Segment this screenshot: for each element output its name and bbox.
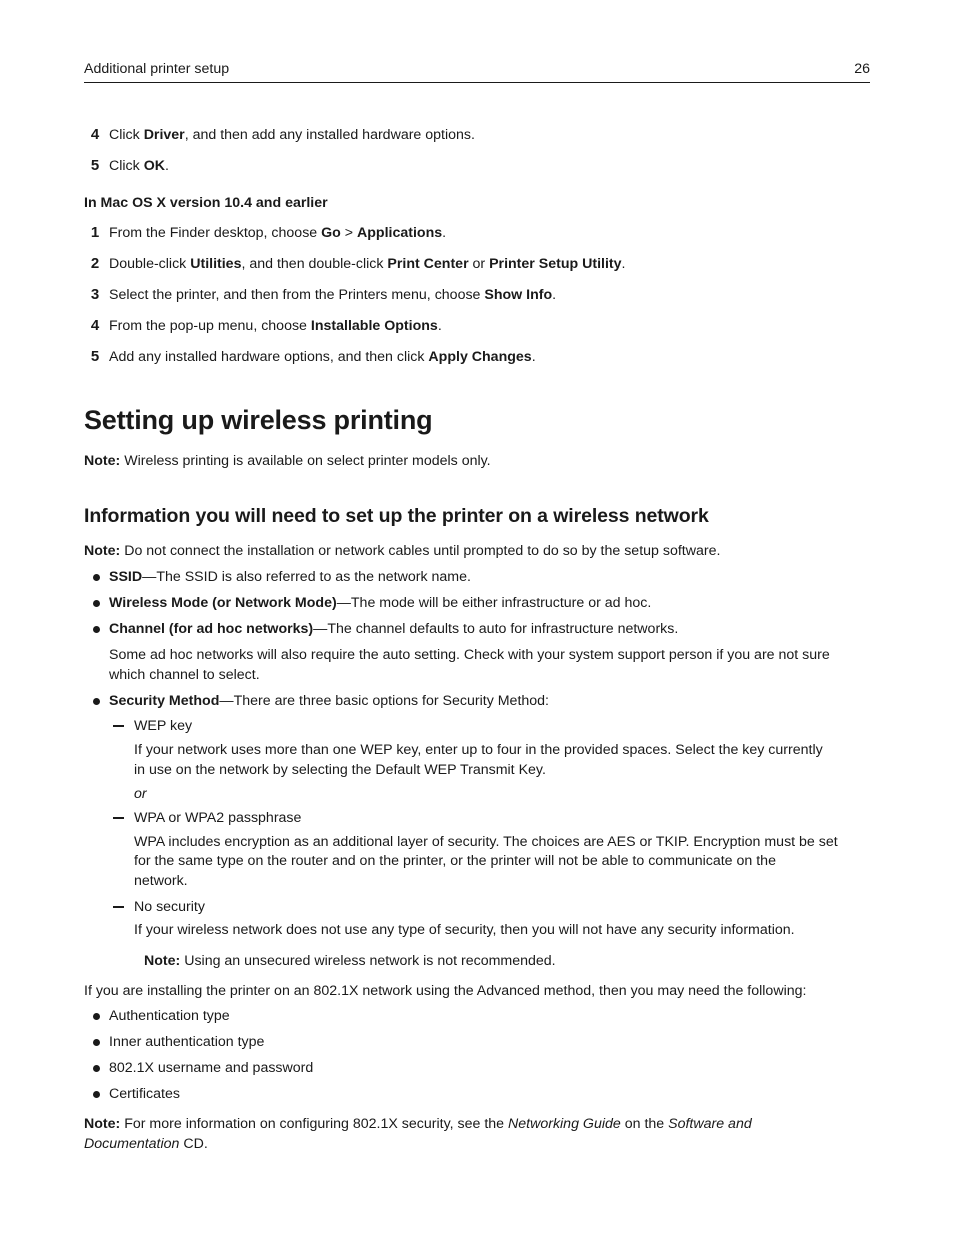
channel-detail-line: which channel to select.	[109, 667, 260, 683]
bullet-icon	[93, 1039, 100, 1046]
cd-title-part: Software and	[668, 1116, 752, 1132]
wep-detail-line: in use on the network by selecting the Default WEP Transmit Key.	[134, 762, 546, 778]
wpa-detail-line: WPA includes encryption as an additional layer of security. The choices are AES or TKIP. Encryption must be set	[134, 834, 838, 850]
step-text: Select the printer, and then from the Printers menu, choose Show Info.	[109, 287, 557, 303]
bullet-icon	[93, 1065, 100, 1072]
bullet-icon	[93, 1091, 100, 1098]
note-cables: Note: Do not connect the installation or network cables until prompted to do so by the setup software.	[84, 543, 721, 559]
note-8021x-more-info: Note: For more information on configuring 802.1X security, see the Networking Guide on the Software and	[84, 1116, 752, 1132]
step-text: Add any installed hardware options, and then click Apply Changes.	[109, 349, 536, 365]
step-text: Click Driver, and then add any installed hardware options.	[109, 127, 475, 143]
step-number: 5	[90, 157, 100, 174]
header-section-title: Additional printer setup	[84, 61, 230, 77]
dash-icon	[113, 906, 124, 908]
cd-title-part: Documentation	[84, 1136, 180, 1152]
step-number: 2	[90, 255, 100, 272]
step-number: 5	[90, 348, 100, 365]
bullet-icon	[93, 574, 100, 581]
section-heading: Setting up wireless printing	[84, 405, 433, 435]
note-8021x-more-info-cont: Documentation CD.	[84, 1136, 208, 1152]
subsection-heading: Information you will need to set up the printer on a wireless network	[84, 505, 709, 527]
header-page-number: 26	[854, 61, 870, 77]
networking-guide-title: Networking Guide	[508, 1116, 621, 1132]
page-header	[84, 60, 870, 83]
step-number: 4	[90, 126, 100, 143]
nosec-detail-line: If your wireless network does not use any type of security, then you will not have any security information.	[134, 922, 795, 938]
step-text: From the Finder desktop, choose Go > Applications.	[109, 225, 447, 241]
wpa-detail-line: network.	[134, 873, 188, 889]
mac-os-subheading: In Mac OS X version 10.4 and earlier	[84, 195, 328, 211]
step-text: From the pop-up menu, choose Installable Options.	[109, 318, 442, 334]
step-text: Click OK.	[109, 158, 169, 174]
or-separator: or	[134, 786, 147, 802]
dash-icon	[113, 725, 124, 727]
note-unsecured: Note: Using an unsecured wireless network is not recommended.	[144, 953, 556, 969]
bullet-icon	[93, 626, 100, 633]
bullet-icon	[93, 698, 100, 705]
step-number: 3	[90, 286, 100, 303]
step-number: 4	[90, 317, 100, 334]
step-number: 1	[90, 224, 100, 241]
bullet-icon	[93, 1013, 100, 1020]
bullet-icon	[93, 600, 100, 607]
advanced-intro: If you are installing the printer on an 802.1X network using the Advanced method, then you may need the following:	[84, 983, 807, 999]
wpa-detail-line: for the same type on the router and on the printer, or the printer will not be able to communicate on the	[134, 853, 776, 869]
step-text: Double-click Utilities, and then double-click Print Center or Printer Setup Utility.	[109, 256, 626, 272]
channel-detail-line: Some ad hoc networks will also require the auto setting. Check with your system support person if you are not sure	[109, 647, 830, 663]
dash-icon	[113, 817, 124, 819]
note-wireless-availability: Note: Wireless printing is available on select printer models only.	[84, 453, 491, 469]
wep-detail-line: If your network uses more than one WEP key, enter up to four in the provided spaces. Select the key currently	[134, 742, 823, 758]
